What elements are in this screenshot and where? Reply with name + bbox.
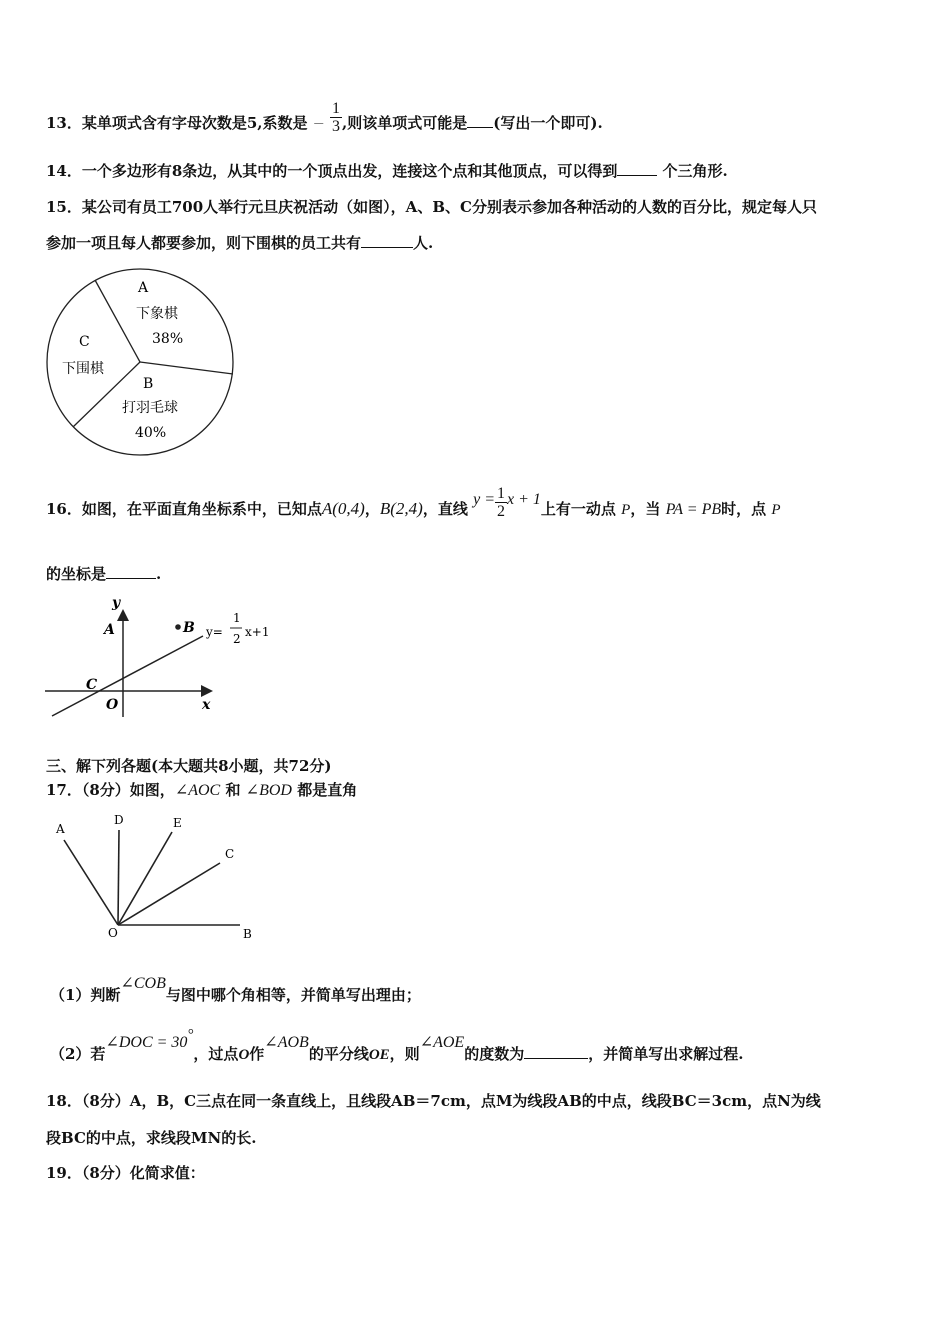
q16-comma: ， — [364, 500, 380, 518]
pie-label-c: C — [79, 334, 90, 350]
q18-line1: 18．（8分）A，B，C三点在同一条直线上，且线段AB＝7cm，点M为线段AB的中点，线段BC＝3cm，点N为线 — [46, 1092, 821, 1110]
pie-name-b: 打羽毛球 — [122, 400, 178, 416]
q16-then: 时，点 — [721, 500, 767, 518]
q17-p2-t5: 的度数为 — [464, 1045, 525, 1063]
q15-answer-blank[interactable] — [361, 233, 413, 248]
q16-eq-num: 1 — [497, 484, 505, 502]
question-14 — [46, 160, 728, 181]
q16-eq-fraction — [495, 485, 507, 520]
q17-p2-t2: 作 — [249, 1045, 265, 1063]
q17-p2-t1: ，过点 — [193, 1045, 239, 1063]
q13-prefix: 13．某单项式含有字母次数是5,系数是 — [46, 114, 308, 132]
pie-pct-b: 40% — [135, 425, 167, 441]
section-3-text: 三、解下列各题(本大题共8小题，共72分) — [46, 757, 332, 775]
question-17-part2 — [50, 1027, 744, 1064]
q17-angle-bod: ∠BOD — [245, 782, 292, 799]
q16-condition: PA = PB — [665, 501, 722, 518]
fig-label-a: A — [56, 822, 65, 836]
graph-eq-num: 1 — [233, 611, 241, 625]
ray-oc — [118, 863, 220, 925]
q16-point-b: B(2,4) — [379, 499, 423, 518]
question-15-line1 — [46, 196, 817, 217]
question-18-line2 — [46, 1127, 256, 1148]
q17-p2-t6: ，并简单写出求解过程. — [588, 1045, 744, 1063]
q17-angle-aoc: ∠AOC — [174, 782, 221, 799]
pie-name-c: 下围棋 — [62, 361, 104, 377]
pie-pct-a: 38% — [152, 331, 184, 347]
q16-moving: 上有一动点 — [540, 500, 616, 518]
q17-p2-t3: 的平分线 — [308, 1045, 369, 1063]
fig-label-b: B — [243, 927, 252, 941]
graph-a-label: A — [104, 622, 115, 638]
q16-line2: 的坐标是 — [46, 565, 107, 583]
q16-point-a: A(0,4) — [321, 499, 365, 518]
q13-fraction — [330, 100, 342, 135]
q13-tail: (写出一个即可). — [493, 114, 603, 132]
graph-b-label: B — [183, 620, 195, 636]
q17-p1-text: 与图中哪个角相等，并简单写出理由； — [165, 986, 421, 1004]
q17-p2-o: O — [238, 1047, 250, 1063]
coordinate-graph-figure — [40, 592, 290, 724]
q17-prefix: 17．（8分）如图， — [46, 781, 175, 799]
q14-tail: 个三角形. — [657, 162, 728, 180]
pie-label-a: A — [138, 280, 149, 296]
graph-eq-right: x+1 — [245, 625, 270, 639]
q13-answer-blank[interactable] — [467, 113, 493, 128]
graph-c-label: C — [86, 677, 98, 693]
graph-eq-den: 2 — [233, 632, 241, 646]
section-3-title — [46, 755, 332, 776]
fig-label-o: O — [108, 926, 118, 940]
q13-sign: － — [312, 117, 325, 131]
q13-frac-den: 3 — [332, 117, 341, 135]
q16-p1: P — [621, 502, 631, 518]
graph-y-label: y — [112, 595, 121, 611]
q16-prefix: 16．如图，在平面直角坐标系中，已知点 — [46, 500, 322, 518]
pie-chart-figure — [40, 262, 240, 462]
q14-answer-blank[interactable] — [617, 161, 657, 176]
q19-text: 19．（8分）化简求值： — [46, 1164, 205, 1182]
question-17-part1 — [50, 975, 421, 1005]
pie-label-b: B — [143, 376, 154, 392]
q17-p2-answer-blank[interactable] — [524, 1044, 588, 1059]
q16-p2: P — [771, 502, 781, 518]
q16-eq-rest: x + 1 — [507, 491, 541, 508]
fig-label-e: E — [173, 816, 182, 830]
graph-o-label: O — [106, 697, 119, 713]
q17-p2-deg: ° — [187, 1027, 194, 1043]
pie-divider-ac — [95, 280, 140, 362]
ray-oe — [118, 832, 172, 925]
q18-line2: 段BC的中点，求线段MN的长. — [46, 1129, 257, 1147]
graph-eq-left: y= — [206, 625, 223, 639]
q16-eq-den: 2 — [497, 502, 505, 520]
q17-p2-t4: ，则 — [389, 1045, 420, 1063]
q13-frac-num: 1 — [332, 99, 341, 117]
fig-label-d: D — [114, 813, 124, 827]
q16-line-word: ，直线 — [422, 500, 468, 518]
question-19 — [46, 1162, 205, 1183]
pie-name-a: 下象棋 — [136, 306, 178, 322]
q16-eq-y: y = — [473, 491, 495, 508]
q14-text: 14．一个多边形有8条边，从其中的一个顶点出发，连接这个点和其他顶点，可以得到 — [46, 162, 618, 180]
q13-suffix: ,则该单项式可能是 — [342, 114, 468, 132]
q15-line2: 参加一项且每人都要参加，则下围棋的员工共有 — [46, 234, 362, 252]
q17-and: 和 — [220, 781, 246, 799]
q15-line1: 15．某公司有员工700人举行元旦庆祝活动（如图），A、B、C分别表示参加各种活动的人数的百分比，规定每人只 — [46, 198, 817, 216]
q17-p2-label: （2）若 — [50, 1045, 106, 1063]
question-15-line2 — [46, 232, 433, 253]
q17-p1-label: （1）判断 — [50, 986, 121, 1004]
angle-figure — [48, 810, 263, 945]
q15-tail: 人. — [413, 234, 434, 252]
q16-when: ，当 — [630, 500, 661, 518]
ray-oa — [64, 840, 118, 925]
q17-p2-oe: OE — [368, 1047, 390, 1063]
q16-line2-tail: . — [156, 565, 162, 583]
q17-p1-angle: ∠COB — [120, 975, 166, 992]
q16-answer-blank[interactable] — [106, 564, 156, 579]
point-b-dot — [175, 624, 181, 630]
question-18-line1 — [46, 1090, 821, 1111]
pie-divider-ab — [140, 362, 233, 374]
fig-label-c: C — [225, 847, 235, 861]
q17-p2-cond: ∠DOC = 30 — [105, 1034, 188, 1051]
q17-suffix: 都是直角 — [291, 781, 358, 799]
question-13 — [46, 99, 603, 135]
question-16-line1 — [46, 484, 781, 520]
graph-x-label: x — [202, 697, 211, 713]
q17-p2-angle: ∠AOB — [264, 1034, 309, 1051]
q17-p2-angle2: ∠AOE — [419, 1034, 465, 1051]
ray-od — [118, 830, 119, 925]
graph-line — [52, 636, 203, 716]
question-16-line2 — [46, 563, 161, 584]
question-17 — [46, 779, 357, 800]
